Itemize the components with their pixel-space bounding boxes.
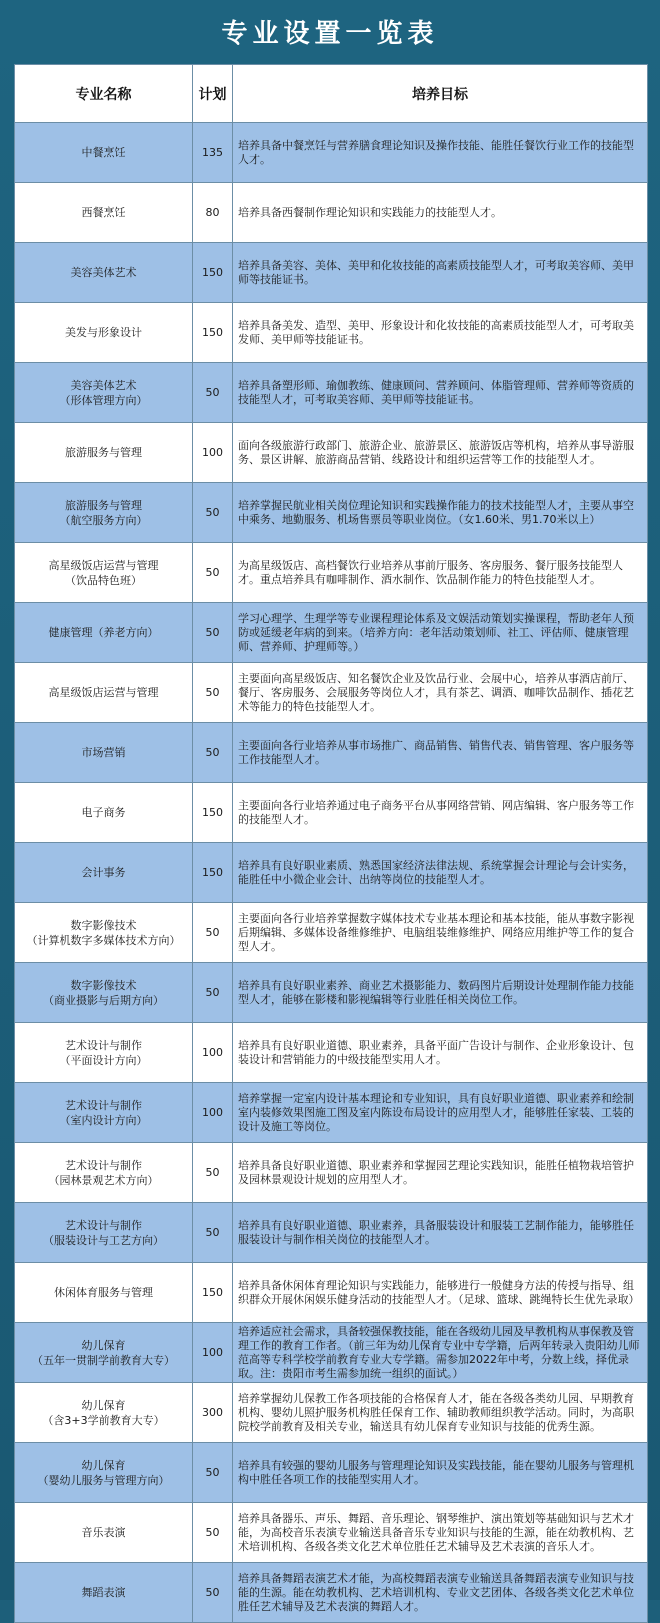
- program-name-cell: [15, 183, 193, 243]
- table-row: [15, 1023, 648, 1083]
- program-name-cell: [15, 363, 193, 423]
- program-name-cell: [15, 1263, 193, 1323]
- plan-count: 150: [193, 303, 233, 363]
- training-goal: 为高星级饭店、高档餐饮行业培养从事前厅服务、客房服务、餐厅服务技能型人才。重点培养具有咖啡制作、酒水制作、饮品制作能力的特色技能型人才。: [233, 543, 648, 603]
- table-row: [15, 783, 648, 843]
- program-name: 高星级饭店运营与管理: [48, 686, 159, 699]
- table-header-row: [15, 65, 648, 123]
- training-goal: 培养具备塑形师、瑜伽教练、健康顾问、营养顾问、体脂管理师、营养师等资质的技能型人才，可考取美容师、美甲师等技能证书。: [233, 363, 648, 423]
- program-name: 音乐表演: [81, 1526, 126, 1539]
- program-name-cell: [15, 1563, 193, 1623]
- program-direction: （航空服务方向）: [59, 513, 148, 527]
- program-name: 数字影像技术: [70, 978, 137, 992]
- training-goal: 培养具备休闲体育理论知识与实践能力，能够进行一般健身方法的传授与指导、组织群众开展休闲娱乐健身活动的技能型人才。（足球、篮球、跳绳特长生优先录取）: [233, 1263, 648, 1323]
- table-row: [15, 1383, 648, 1443]
- training-goal: 培养具备良好职业道德、职业素养和掌握园艺理论实践知识，能胜任植物栽培管护及园林景观设计规划的应用型人才。: [233, 1143, 648, 1203]
- program-name: 美容美体艺术: [70, 266, 137, 279]
- table-row: [15, 903, 648, 963]
- training-goal: 培养掌握民航业相关岗位理论知识和实践操作能力的技术技能型人才，主要从事空中乘务、地勤服务、机场售票员等职业岗位。（女1.60米、男1.70米以上）: [233, 483, 648, 543]
- training-goal: 培养具备美发、造型、美甲、形象设计和化妆技能的高素质技能型人才，可考取美发师、美甲师等技能证书。: [233, 303, 648, 363]
- training-goal: 培养掌握幼儿保教工作各项技能的合格保育人才，能在各级各类幼儿园、早期教育机构、婴幼儿照护服务机构胜任保育工作、辅助教师组织教学活动。同时，为高职院校学前教育及相关专业，输送具有幼儿保育专业知识与技能的优秀生源。: [233, 1383, 648, 1443]
- table-row: [15, 843, 648, 903]
- program-name: 电子商务: [81, 806, 126, 819]
- table-row: [15, 363, 648, 423]
- program-direction: （五年一贯制学前教育大专）: [32, 1353, 175, 1367]
- plan-count: 50: [193, 1503, 233, 1563]
- program-name: 艺术设计与制作: [65, 1158, 142, 1172]
- table-row: [15, 1203, 648, 1263]
- program-name: 健康管理（养老方向）: [48, 626, 159, 639]
- training-goal: 培养具备舞蹈表演艺术才能，为高校舞蹈表演专业输送具备舞蹈表演专业知识与技能的生源。能在幼教机构、艺术培训机构、专业文艺团体、各级各类文化艺术单位胜任艺术辅导及艺术表演的舞蹈人才。: [233, 1563, 648, 1623]
- table-row: [15, 243, 648, 303]
- table-row: [15, 663, 648, 723]
- program-name: 舞蹈表演: [81, 1586, 126, 1599]
- program-name-cell: [15, 1383, 193, 1443]
- program-name-cell: [15, 543, 193, 603]
- plan-count: 300: [193, 1383, 233, 1443]
- program-name: 西餐烹饪: [81, 206, 126, 219]
- program-name-cell: [15, 303, 193, 363]
- program-direction: （形体管理方向）: [59, 393, 148, 407]
- table-row: [15, 603, 648, 663]
- plan-count: 50: [193, 903, 233, 963]
- table-row: [15, 1503, 648, 1563]
- program-direction: （服装设计与工艺方向）: [43, 1233, 164, 1247]
- header-name: 专业名称: [15, 65, 193, 123]
- program-name-cell: [15, 843, 193, 903]
- plan-count: 50: [193, 1443, 233, 1503]
- plan-count: 100: [193, 1023, 233, 1083]
- table-row: [15, 123, 648, 183]
- program-name-cell: [15, 1203, 193, 1263]
- table-row: [15, 1083, 648, 1143]
- plan-count: 150: [193, 783, 233, 843]
- program-name: 高星级饭店运营与管理: [48, 558, 159, 572]
- plan-count: 50: [193, 723, 233, 783]
- program-name: 数字影像技术: [70, 918, 137, 932]
- program-name: 艺术设计与制作: [65, 1218, 142, 1232]
- plan-count: 135: [193, 123, 233, 183]
- program-direction: （婴幼儿服务与管理方向）: [37, 1473, 170, 1487]
- training-goal: 主要面向高星级饭店、知名餐饮企业及饮品行业、会展中心，培养从事酒店前厅、餐厅、客房服务、会展服务等岗位人才，具有茶艺、调酒、咖啡饮品制作、插花艺术等能力的特色技能型人才。: [233, 663, 648, 723]
- page-title: 专业设置一览表: [221, 19, 439, 49]
- program-direction: （平面设计方向）: [59, 1053, 148, 1067]
- program-name-cell: [15, 963, 193, 1023]
- program-name: 艺术设计与制作: [65, 1098, 142, 1112]
- program-name-cell: [15, 1323, 193, 1383]
- table-row: [15, 723, 648, 783]
- plan-count: 50: [193, 363, 233, 423]
- program-name: 美发与形象设计: [65, 326, 142, 339]
- program-direction: （园林景观艺术方向）: [48, 1173, 159, 1187]
- training-goal: 面向各级旅游行政部门、旅游企业、旅游景区、旅游饭店等机构，培养从事导游服务、景区讲解、旅游商品营销、线路设计和组织运营等工作的技能型人才。: [233, 423, 648, 483]
- table-row: [15, 1323, 648, 1383]
- plan-count: 50: [193, 483, 233, 543]
- program-direction: （含3+3学前教育大专）: [42, 1413, 165, 1427]
- table-row: [15, 543, 648, 603]
- program-name: 市场营销: [81, 746, 126, 759]
- plan-count: 50: [193, 1203, 233, 1263]
- training-goal: 主要面向各行业培养掌握数字媒体技术专业基本理论和基本技能，能从事数字影视后期编辑、多媒体设备维修维护、电脑组装维修维护、网络应用维护等工作的复合型人才。: [233, 903, 648, 963]
- training-goal: 培养具备西餐制作理论知识和实践能力的技能型人才。: [233, 183, 648, 243]
- program-name: 艺术设计与制作: [65, 1038, 142, 1052]
- plan-count: 150: [193, 243, 233, 303]
- training-goal: 培养具备器乐、声乐、舞蹈、音乐理论、钢琴维护、演出策划等基础知识与艺术才能，为高校音乐表演专业输送具备音乐专业知识与技能的生源，能在幼教机构、艺术培训机构、各级各类文化艺术单位胜任艺术辅导及艺术表演的音乐人才。: [233, 1503, 648, 1563]
- table-row: [15, 183, 648, 243]
- program-direction: （计算机数字多媒体技术方向）: [26, 933, 181, 947]
- training-goal: 培养适应社会需求，具备较强保教技能，能在各级幼儿园及早教机构从事保教及管理工作的教育工作者。（前三年为幼儿保育专业中专学籍，后两年转录入贵阳幼儿师范高等专科学校学前教育专业大专学籍。需参加2022年中考，分数上线，择优录取。注：贵阳市考生需参加统一组织的面试。）: [233, 1323, 648, 1383]
- plan-count: 150: [193, 843, 233, 903]
- plan-count: 50: [193, 963, 233, 1023]
- training-goal: 培养具有较强的婴幼儿服务与管理理论知识及实践技能，能在婴幼儿服务与管理机构中胜任各项工作的技能型实用人才。: [233, 1443, 648, 1503]
- program-name: 中餐烹饪: [81, 146, 126, 159]
- program-name: 旅游服务与管理: [65, 446, 142, 459]
- program-table: [14, 64, 648, 1623]
- plan-count: 100: [193, 1083, 233, 1143]
- program-name-cell: [15, 1443, 193, 1503]
- training-goal: 培养具有良好职业道德、职业素养，具备平面广告设计与制作、企业形象设计、包装设计和营销能力的中级技能型实用人才。: [233, 1023, 648, 1083]
- plan-count: 150: [193, 1263, 233, 1323]
- training-goal: 主要面向各行业培养通过电子商务平台从事网络营销、网店编辑、客户服务等工作的技能型人才。: [233, 783, 648, 843]
- plan-count: 50: [193, 543, 233, 603]
- program-name-cell: [15, 123, 193, 183]
- training-goal: 培养具备中餐烹饪与营养膳食理论知识及操作技能、能胜任餐饮行业工作的技能型人才。: [233, 123, 648, 183]
- program-name-cell: [15, 243, 193, 303]
- plan-count: 80: [193, 183, 233, 243]
- plan-count: 50: [193, 603, 233, 663]
- program-name-cell: [15, 1503, 193, 1563]
- header-plan: 计划: [193, 65, 233, 123]
- program-name: 幼儿保育: [81, 1458, 126, 1472]
- table-row: [15, 1263, 648, 1323]
- program-direction: （饮品特色班）: [65, 573, 142, 587]
- training-goal: 培养具备美容、美体、美甲和化妆技能的高素质技能型人才，可考取美容师、美甲师等技能证书。: [233, 243, 648, 303]
- program-name: 美容美体艺术: [70, 378, 137, 392]
- program-name: 休闲体育服务与管理: [54, 1286, 153, 1299]
- plan-count: 50: [193, 1563, 233, 1623]
- program-name-cell: [15, 1083, 193, 1143]
- table-row: [15, 303, 648, 363]
- table-row: [15, 963, 648, 1023]
- program-name: 幼儿保育: [81, 1338, 126, 1352]
- program-name-cell: [15, 663, 193, 723]
- program-name-cell: [15, 723, 193, 783]
- training-goal: 培养具有良好职业道德、职业素养，具备服装设计和服装工艺制作能力，能够胜任服装设计与制作相关岗位的技能型人才。: [233, 1203, 648, 1263]
- training-goal: 培养具有良好职业素质、熟悉国家经济法律法规、系统掌握会计理论与会计实务，能胜任中小微企业会计、出纳等岗位的技能型人才。: [233, 843, 648, 903]
- training-goal: 培养掌握一定室内设计基本理论和专业知识，具有良好职业道德、职业素养和绘制室内装修效果图施工图及室内陈设布局设计的应用型人才，能够胜任家装、工装的设计及施工等岗位。: [233, 1083, 648, 1143]
- plan-count: 50: [193, 1143, 233, 1203]
- table-row: [15, 1443, 648, 1503]
- plan-count: 100: [193, 1323, 233, 1383]
- header-goal: 培养目标: [233, 65, 648, 123]
- program-name: 旅游服务与管理: [65, 498, 142, 512]
- training-goal: 主要面向各行业培养从事市场推广、商品销售、销售代表、销售管理、客户服务等工作技能型人才。: [233, 723, 648, 783]
- program-direction: （商业摄影与后期方向）: [43, 993, 164, 1007]
- plan-count: 50: [193, 663, 233, 723]
- program-name-cell: [15, 1143, 193, 1203]
- training-goal: 学习心理学、生理学等专业课程理论体系及文娱活动策划实操课程，帮助老年人预防或延缓老年病的到来。（培养方向：老年活动策划师、社工、评估师、健康管理师、营养师、护理师等。）: [233, 603, 648, 663]
- program-name-cell: [15, 603, 193, 663]
- table-body: [15, 123, 648, 1623]
- table-row: [15, 1143, 648, 1203]
- program-name-cell: [15, 483, 193, 543]
- program-name-cell: [15, 783, 193, 843]
- table-row: [15, 423, 648, 483]
- program-name-cell: [15, 423, 193, 483]
- training-goal: 培养具有良好职业素养、商业艺术摄影能力、数码图片后期设计处理制作能力技能型人才，能够在影楼和影视编辑等行业胜任相关岗位工作。: [233, 963, 648, 1023]
- program-direction: （室内设计方向）: [59, 1113, 148, 1127]
- table-row: [15, 483, 648, 543]
- program-name: 幼儿保育: [81, 1398, 126, 1412]
- table-row: [15, 1563, 648, 1623]
- plan-count: 100: [193, 423, 233, 483]
- program-name-cell: [15, 903, 193, 963]
- program-name: 会计事务: [81, 866, 126, 879]
- program-name-cell: [15, 1023, 193, 1083]
